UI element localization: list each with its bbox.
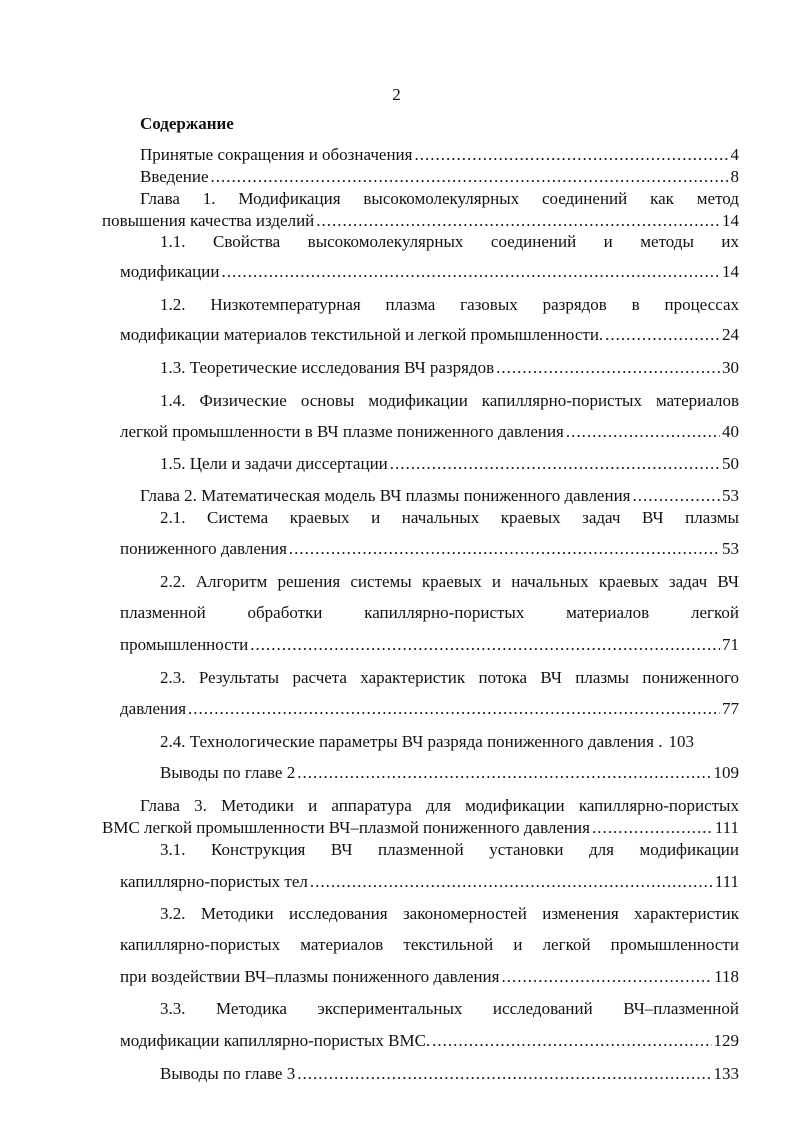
toc-entry: модификации ..... 14 [120, 261, 739, 283]
toc-entry-line: 2.1. Система краевых и начальных краевых задач ВЧ плазмы [160, 508, 739, 527]
toc-entry-line: Глава 1. Модификация высокомолекулярных соединений как метод [140, 189, 739, 208]
toc-entry: при воздействии ВЧ–плазмы пониженного давления ..... 118 [120, 966, 739, 988]
toc-entry-line: 3.2. Методики исследования закономерностей изменения характеристик [160, 904, 739, 923]
toc-entry-line: 1.2. Низкотемпературная плазма газовых разрядов в процессах [160, 295, 739, 314]
toc-entry-line: 2.3. Результаты расчета характеристик потока ВЧ плазмы пониженного [160, 668, 739, 687]
toc-entry: Выводы по главе 2 ..... 109 [160, 762, 739, 784]
toc-entry-line: 1.1. Свойства высокомолекулярных соединений и методы их [160, 232, 739, 251]
toc-entry: промышленности ..... 71 [120, 634, 739, 656]
toc-entry: давления ..... 77 [120, 698, 739, 720]
toc-entry: 1.3. Теоретические исследования ВЧ разрядов ..... 30 [160, 357, 739, 379]
toc-entry: модификации капиллярно-пористых ВМС. ..... 129 [120, 1030, 739, 1052]
toc-entry: Глава 2. Математическая модель ВЧ плазмы пониженного давления ..... 53 [140, 485, 739, 507]
toc-heading: Содержание [140, 114, 234, 133]
toc-entry-line: Глава 3. Методики и аппаратура для модификации капиллярно-пористых [140, 796, 739, 815]
toc-entry-line: капиллярно-пористых материалов текстильной и легкой промышленности [120, 935, 739, 954]
toc-entry: 2.4. Технологические параметры ВЧ разряда пониженного давления . 103 [160, 732, 694, 751]
toc-entry-line: 3.3. Методика экспериментальных исследований ВЧ–плазменной [160, 999, 739, 1018]
toc-entry: Введение ..... 8 [140, 166, 739, 188]
toc-entry: пониженного давления ..... 53 [120, 538, 739, 560]
toc-entry: ВМС легкой промышленности ВЧ–плазмой пониженного давления ..... 111 [102, 817, 739, 839]
toc-entry-line: 2.2. Алгоритм решения системы краевых и начальных краевых задач ВЧ [160, 572, 739, 591]
page-number: 2 [392, 85, 401, 104]
toc-entry: 1.5. Цели и задачи диссертации ..... 50 [160, 453, 739, 475]
toc-entry: Принятые сокращения и обозначения ..... 4 [140, 144, 739, 166]
toc-entry: легкой промышленности в ВЧ плазме пониженного давления ..... 40 [120, 421, 739, 443]
toc-entry: модификации материалов текстильной и легкой промышленности. ..... 24 [120, 324, 739, 346]
toc-entry: Выводы по главе 3 ..... 133 [160, 1063, 739, 1085]
toc-entry: капиллярно-пористых тел ..... 111 [120, 871, 739, 893]
toc-entry-line: 3.1. Конструкция ВЧ плазменной установки для модификации [160, 840, 739, 859]
toc-entry: повышения качества изделий ..... 14 [102, 210, 739, 232]
toc-entry-line: плазменной обработки капиллярно-пористых материалов легкой [120, 603, 739, 622]
toc-entry-line: 1.4. Физические основы модификации капиллярно-пористых материалов [160, 391, 739, 410]
